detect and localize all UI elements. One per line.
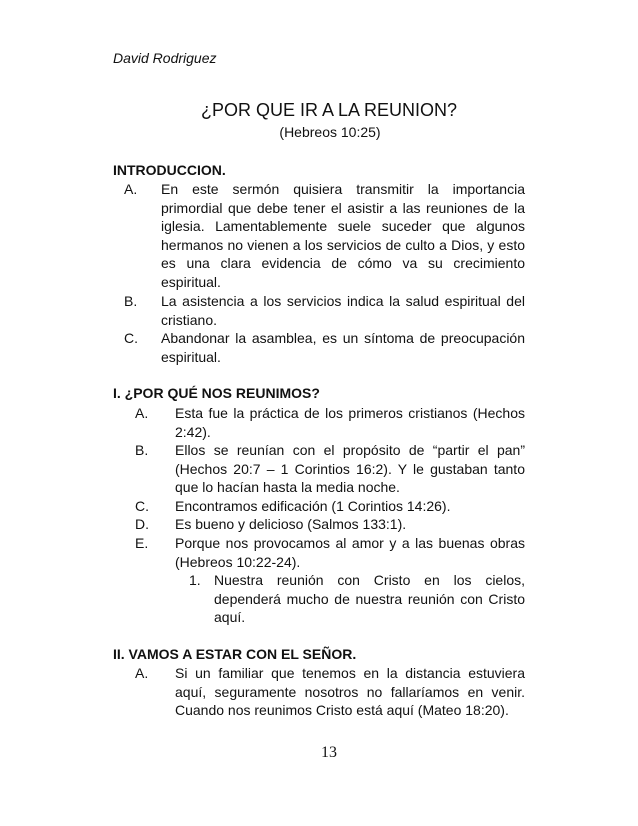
item-letter: A. xyxy=(124,181,138,197)
item-letter: C. xyxy=(135,498,149,514)
item-number: 1. xyxy=(189,572,201,588)
page-subtitle: (Hebreos 10:25) xyxy=(279,124,381,140)
item-letter: D. xyxy=(135,516,149,532)
item-text: La asistencia a los servicios indica la salud espiritual del cristiano. xyxy=(161,293,525,328)
item-text: Es bueno y delicioso (Salmos 133:1). xyxy=(175,516,407,532)
item-text: Porque nos provocamos al amor y a las buenas obras (Hebreos 10:22-24). xyxy=(175,535,525,570)
item-letter: E. xyxy=(135,535,149,551)
item-text: Esta fue la práctica de los primeros cristianos (Hechos 2:42). xyxy=(175,405,525,440)
author-header: David Rodriguez xyxy=(113,50,217,66)
item-letter: A. xyxy=(135,405,149,421)
item-text: En este sermón quisiera transmitir la importancia primordial que debe tener el asistir a las reuniones de la iglesia. Lamentablemente suele suceder que algunos hermanos no vienen a los servicios de culto a Dios, y esto es una clara evidencia de cómo va su crecimiento espiritual. xyxy=(161,181,525,290)
item-text: Encontramos edificación (1 Corintios 14:26). xyxy=(175,498,451,514)
introduction-heading: INTRODUCCION. xyxy=(113,162,226,178)
section-1-heading: I. ¿POR QUÉ NOS REUNIMOS? xyxy=(113,385,320,401)
section-2-heading: II. VAMOS A ESTAR CON EL SEÑOR. xyxy=(113,646,357,662)
item-letter: B. xyxy=(135,442,149,458)
page-title: ¿POR QUE IR A LA REUNION? xyxy=(200,100,458,120)
item-text: Ellos se reunían con el propósito de “partir el pan” (Hechos 20:7 – 1 Corintios 16:2). Y le gustaban tanto que lo hacían hasta la media noche. xyxy=(175,442,525,496)
item-text: Abandonar la asamblea, es un síntoma de preocupación espiritual. xyxy=(161,330,525,365)
item-letter: B. xyxy=(124,293,138,309)
page-number: 13 xyxy=(321,744,337,761)
item-letter: A. xyxy=(135,665,149,681)
item-letter: C. xyxy=(124,330,138,346)
item-text: Nuestra reunión con Cristo en los cielos, dependerá mucho de nuestra reunión con Cristo aquí. xyxy=(214,572,525,626)
item-text: Si un familiar que tenemos en la distancia estuviera aquí, seguramente nosotros no fallaríamos en venir. Cuando nos reunimos Cristo está aquí (Mateo 18:20). xyxy=(175,665,525,719)
